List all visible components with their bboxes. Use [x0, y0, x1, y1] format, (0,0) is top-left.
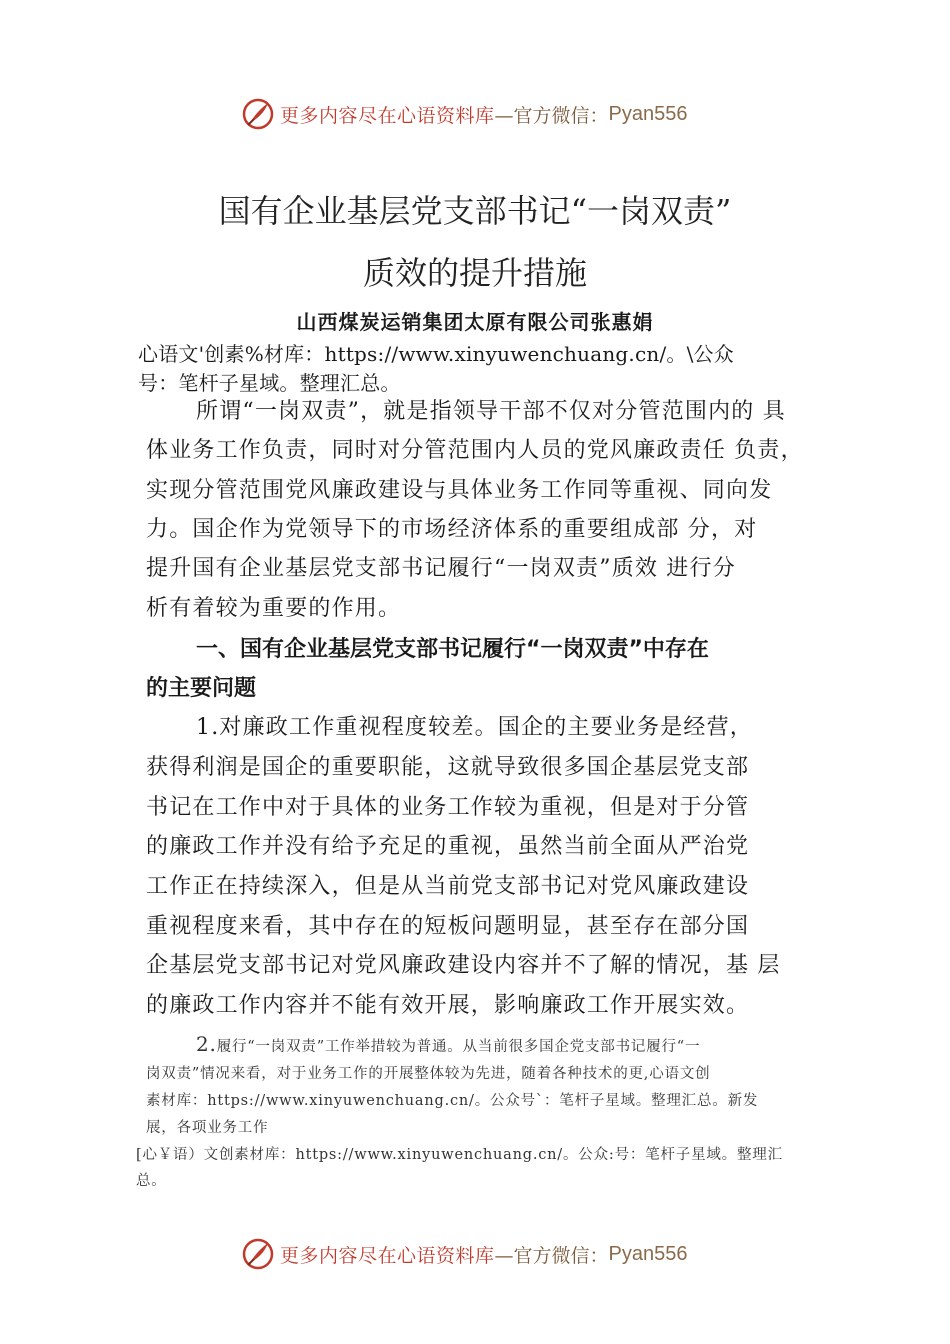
- intro-line: 实现分管范围党风廉政建设与具体业务工作同等重视、同向发: [146, 478, 773, 503]
- footer-note-line: [心￥语）文创素材库：https://www.xinyuwenchuang.cn/。公众:号：笔杆子星域。整理汇: [136, 1147, 783, 1163]
- intro-line: 体业务工作负责，同时对分管范围内人员的党风廉政责任 负责，: [146, 438, 804, 463]
- point2-line: 展，各项业务工作: [146, 1120, 269, 1136]
- footer-banner: [240, 1234, 760, 1274]
- document-title-line-1: 国有企业基层党支部书记“一岗双责”: [218, 192, 732, 230]
- point1-line: 的廉政工作内容并不能有效开展，影响廉政工作开展实效。: [146, 993, 750, 1018]
- section-heading: 的主要问题: [146, 676, 257, 701]
- banner-wechat-id: Pyan556: [608, 1242, 688, 1265]
- point2-line: [196, 1032, 700, 1056]
- banner-wechat-label: —官方微信：: [494, 1244, 609, 1267]
- footer-note-line: 总。: [136, 1173, 167, 1189]
- author-line: 山西煤炭运销集团太原有限公司张惠娟: [296, 310, 654, 334]
- banner-main-text: 更多内容尽在心语资料库: [280, 1244, 495, 1267]
- document-title-line-2: 质效的提升措施: [362, 254, 587, 292]
- point2-line: 岗双责”情况来看，对于业务工作的开展整体较为先进，随着各种技术的更,心语文创: [146, 1066, 711, 1082]
- banner-main-text: 更多内容尽在心语资料库: [280, 104, 495, 127]
- point1-line: 的廉政工作并没有给予充足的重视，虽然当前全面从严治党: [146, 834, 750, 859]
- header-banner: [240, 94, 760, 134]
- point2-text: 履行“一岗双责”工作举措较为普通。从当前很多国企党支部书记履行“一: [216, 1039, 701, 1055]
- intro-line: 析有着较为重要的作用。: [146, 596, 402, 621]
- point1-line: 企基层党支部书记对党风廉政建设内容并不了解的情况，基 层: [146, 953, 781, 978]
- source-note-line: 心语文'创素%材库：https://www.xinyuwenchuang.cn/。\公众: [138, 342, 734, 366]
- point2-number: 2.: [196, 1032, 217, 1056]
- intro-line: 提升国有企业基层党支部书记履行“一岗双责”质效 进行分: [146, 556, 736, 581]
- section-heading: 一、国有企业基层党支部书记履行“一岗双责”中存在: [196, 637, 709, 662]
- banner-wechat-id: Pyan556: [608, 102, 688, 125]
- point1-line: 工作正在持续深入，但是从当前党支部书记对党风廉政建设: [146, 874, 750, 899]
- point1-line: 书记在工作中对于具体的业务工作较为重视，但是对于分管: [146, 795, 750, 820]
- intro-line: 力。国企作为党领导下的市场经济体系的重要组成部 分，对: [146, 517, 758, 542]
- source-note-line: 号：笔杆子星域。整理汇总。: [138, 371, 401, 395]
- quill-logo-icon: [240, 1236, 276, 1272]
- banner-wechat-label: —官方微信：: [494, 104, 609, 127]
- point1-line: 1.对廉政工作重视程度较差。国企的主要业务是经营，: [196, 715, 753, 740]
- intro-line: 所谓“一岗双责”，就是指领导干部不仅对分管范围内的 具: [196, 399, 786, 424]
- point1-line: 重视程度来看，其中存在的短板问题明显，甚至存在部分国: [146, 914, 750, 939]
- quill-logo-icon: [240, 96, 276, 132]
- point1-line: 获得利润是国企的重要职能，这就导致很多国企基层党支部: [146, 755, 750, 780]
- point2-line: 素材库：https://www.xinyuwenchuang.cn/。公众号`：笔杆子星域。整理汇总。新发: [146, 1093, 759, 1109]
